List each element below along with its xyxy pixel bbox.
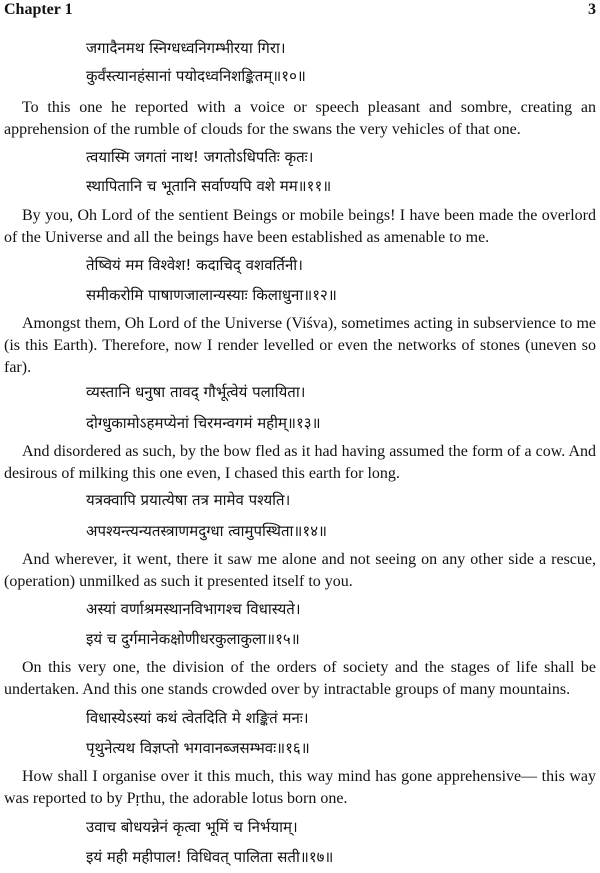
translation-text: And wherever, it went, there it saw me alone and not seeing on any other side a rescue, (operation) unmilked as such it presented itself to you. [4, 551, 596, 590]
translation-text: By you, Oh Lord of the sentient Beings or mobile beings! I have been made the overlord of the Universe and all the beings have been established as amenable to me. [4, 207, 596, 246]
translation-paragraph [4, 549, 596, 593]
verse-line: स्थापितानि च भूतानि सर्वाण्यपि वशे मम॥११॥ [86, 177, 332, 195]
verse-line: इयं मही महीपाल! विधिवत् पालिता सती॥१७॥ [86, 848, 334, 866]
verse-line: उवाच बोधयन्नेनं कृत्वा भूमिं च निर्भयाम्। [86, 818, 298, 836]
translation-paragraph [4, 441, 596, 485]
translation-paragraph [4, 657, 596, 701]
verse-line: त्वयास्मि जगतां नाथ! जगतोऽधिपतिः कृतः। [86, 148, 314, 166]
verse-line: व्यस्तानि धनुषा तावद् गौर्भूत्वेयं पलायिता। [86, 383, 306, 401]
translation-paragraph [4, 97, 596, 141]
translation-text: How shall I organise over it this much, this way mind has gone apprehensive— this way was reported to by Pṛthu, the adorable lotus born one. [4, 768, 596, 807]
translation-text: And disordered as such, by the bow fled as it had having assumed the form of a cow. And desirous of milking this one even, I chased this earth for long. [4, 443, 596, 482]
translation-text: On this very one, the division of the orders of society and the stages of life shall be undertaken. And this one stands crowded over by intractable groups of many mountains. [4, 659, 596, 698]
chapter-heading: Chapter 1 [4, 1, 73, 18]
translation-paragraph [4, 205, 596, 249]
verse-line: दोग्धुकामोऽहमप्येनां चिरमन्वगमं महीम्॥१३॥ [86, 414, 321, 432]
page-number: 3 [588, 1, 596, 18]
verse-line: पृथुनेत्यथ विज्ञप्तो भगवानब्जसम्भवः॥१६॥ [86, 739, 310, 757]
translation-paragraph [4, 766, 596, 810]
verse-line: यत्रक्वापि प्रयात्येषा तत्र मामेव पश्यति। [86, 491, 291, 509]
verse-line: जगादैनमथ स्निग्धध्वनिगम्भीरया गिरा। [86, 39, 286, 57]
translation-text: To this one he reported with a voice or speech pleasant and sombre, creating an apprehension of the rumble of clouds for the swans the very vehicles of that one. [4, 99, 596, 138]
verse-line: समीकरोमि पाषाणजालान्यस्याः किलाधुना॥१२॥ [86, 286, 337, 304]
translation-paragraph [4, 313, 596, 379]
verse-line: इयं च दुर्गमानेकक्षोणीधरकुलाकुला॥१५॥ [86, 630, 300, 648]
verse-line: विधास्येऽस्यां कथं त्वेतदिति मे शङ्कितं मनः। [86, 709, 309, 727]
verse-line: अपश्यन्त्यन्यतस्त्राणमदुग्धा त्वामुपस्थिता॥१४॥ [86, 522, 327, 540]
verse-line: अस्यां वर्णाश्रमस्थानविभागश्च विधास्यते। [86, 600, 301, 618]
verse-line: कुर्वंस्त्यानहंसानां पयोदध्वनिशङ्कितम्॥१०॥ [86, 67, 306, 85]
verse-line: तेष्वियं मम विश्वेश! कदाचिद् वशवर्तिनी। [86, 256, 303, 274]
translation-text: Amongst them, Oh Lord of the Universe (Viśva), sometimes acting in subservience to me (is this Earth). Therefore, now I render levelled or even the networks of stones (uneven so far). [4, 315, 596, 376]
